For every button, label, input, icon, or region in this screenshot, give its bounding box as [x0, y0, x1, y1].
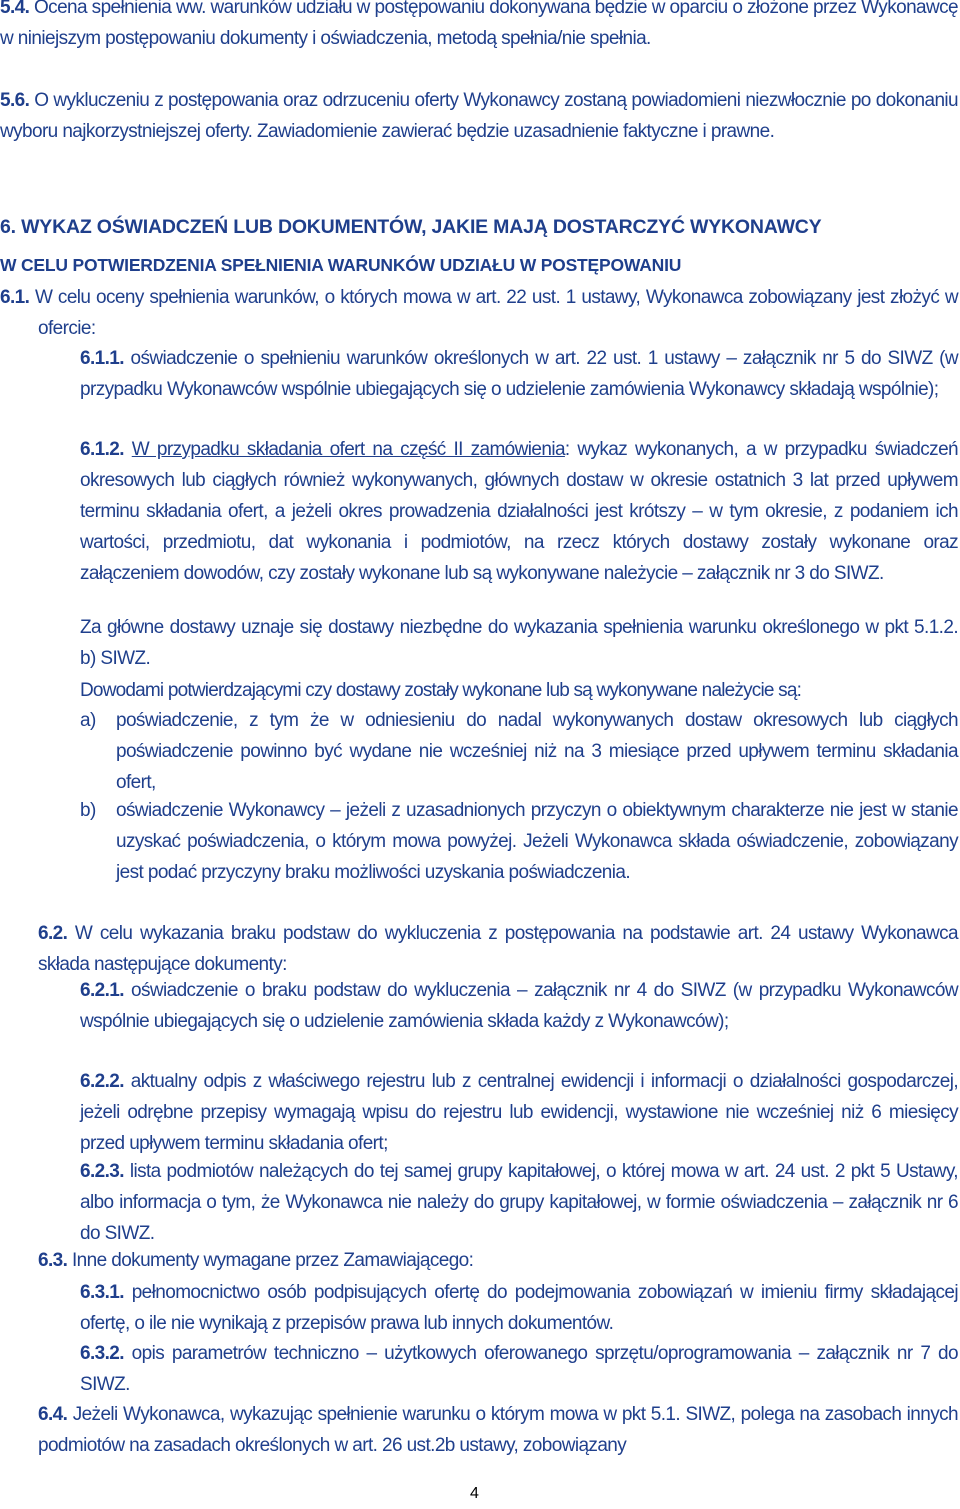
- main-deliveries-paragraph: Za główne dostawy uznaje się dostawy niezbędne do wykazania spełnienia warunku określonego w pkt 5.1.2. b) SIWZ.: [80, 617, 958, 669]
- section-6-1-2: [80, 434, 958, 589]
- section-text: W celu oceny spełnienia warunków, o których mowa w art. 22 ust. 1 ustawy, Wykonawca zobowiązany jest złożyć w ofercie:: [34, 287, 958, 339]
- section-number: 6.3.1.: [80, 1282, 124, 1303]
- section-6-heading-line2: W CELU POTWIERDZENIA SPEŁNIENIA WARUNKÓW UDZIAŁU W POSTĘPOWANIU: [0, 255, 682, 275]
- section-number: 5.6.: [0, 90, 30, 111]
- section-number: 6.2.1.: [80, 980, 124, 1001]
- section-number: 6.1.1.: [80, 348, 124, 369]
- section-number: 5.4.: [0, 0, 30, 18]
- section-text: W celu wykazania braku podstaw do wykluczenia z postępowania na podstawie art. 24 ustawy Wykonawca składa następujące dokumenty:: [38, 923, 958, 975]
- list-marker: b): [80, 800, 96, 821]
- section-text: Ocena spełnienia ww. warunków udziału w postępowaniu dokonywana będzie w oparciu o złożone przez Wykonawcę w niniejszym postępowaniu dokumenty i oświadczenia, metodą spełnia/nie spełnia.: [0, 0, 958, 49]
- section-6-2-2: [80, 1066, 958, 1159]
- section-6-2-3: [80, 1156, 958, 1249]
- section-underlined-text: W przypadku składania ofert na część II zamówienia: [131, 439, 565, 460]
- section-text-tail: Zawiadomienie zawierać będzie uzasadnienie faktyczne i prawne.: [252, 121, 775, 142]
- section-5-4: [0, 0, 958, 54]
- section-text: oświadczenie o braku podstaw do wykluczenia – załącznik nr 4 do SIWZ (w przypadku Wykonawców wspólnie ubiegających się o udzielenie zamówienia składa każdy z Wykonawców);: [80, 980, 958, 1032]
- section-text: opis parametrów techniczno – użytkowych oferowanego sprzętu/oprogramowania – załącznik nr 7 do SIWZ.: [80, 1343, 958, 1395]
- section-text: lista podmiotów należących do tej samej grupy kapitałowej, o której mowa w art. 24 ust. 2 pkt 5 Ustawy, albo informacja o tym, że Wykonawca nie należy do grupy kapitałowej, w formie oświadczenia – załącznik nr 6 do SIWZ.: [80, 1161, 958, 1244]
- section-6-2: [38, 918, 958, 980]
- section-6-3-2: [80, 1338, 958, 1400]
- list-item-text: poświadczenie, z tym że w odniesieniu do nadal wykonywanych dostaw okresowych lub ciągłych poświadczenie powinno być wydane nie wcześniej niż na 3 miesiące przed upływem terminu składania ofert,: [116, 710, 958, 793]
- section-6-1: [0, 282, 958, 344]
- section-text: Jeżeli Wykonawca, wykazując spełnienie warunku o którym mowa w pkt 5.1. SIWZ, polega na zasobach innych podmiotów na zasadach określonych w art. 26 ust.2b ustawy, zobowiązany: [38, 1404, 958, 1456]
- section-number: 6.4.: [38, 1404, 68, 1425]
- section-number: 6.1.: [0, 287, 30, 308]
- section-number: 6.1.2.: [80, 439, 124, 460]
- section-text: O wykluczeniu z postępowania oraz odrzuceniu oferty Wykonawcy zostaną powiadomieni niezwłocznie po dokonaniu wyboru najkorzystniejszej oferty.: [0, 90, 958, 142]
- section-number: 6.3.: [38, 1250, 68, 1271]
- section-6-4: [38, 1399, 958, 1461]
- section-6-heading-line1: 6. WYKAZ OŚWIADCZEŃ LUB DOKUMENTÓW, JAKIE MAJĄ DOSTARCZYĆ WYKONAWCY: [0, 216, 822, 238]
- section-number: 6.2.2.: [80, 1071, 124, 1092]
- section-number: 6.2.: [38, 923, 68, 944]
- section-6-2-1: [80, 975, 958, 1037]
- section-text: : wykaz wykonanych, a w przypadku świadczeń okresowych lub ciągłych również wykonywanych, głównych dostaw w okresie ostatnich 3 lat przed upływem terminu składania ofert, a jeżeli okres prowadzenia działalności jest krótszy – w tym okresie, z podaniem ich wartości, przedmiotu, dat wykonania i podmiotów, na rzecz których dostawy zostały wykonane oraz załączeniem dowodów, czy zostały wykonane lub są wykonywane należycie – załącznik nr 3 do SIWZ.: [80, 439, 958, 584]
- section-text: Inne dokumenty wymagane przez Zamawiającego:: [71, 1250, 474, 1271]
- section-6-3-1: [80, 1277, 958, 1339]
- section-5-6: [0, 85, 958, 147]
- section-number: 6.3.2.: [80, 1343, 124, 1364]
- list-item-text: oświadczenie Wykonawcy – jeżeli z uzasadnionych przyczyn o obiektywnym charakterze nie jest w stanie uzyskać poświadczenia, o którym mowa powyżej. Jeżeli Wykonawca składa oświadczenie, zobowiązany jest podać przyczyny braku możliwości uzyskania poświadczenia.: [116, 800, 958, 883]
- section-text: pełnomocnictwo osób podpisujących ofertę do podejmowania zobowiązań w imieniu firmy składającej ofertę, o ile nie wynikają z przepisów prawa lub innych dokumentów.: [80, 1282, 958, 1334]
- section-number: 6.2.3.: [80, 1161, 124, 1182]
- list-marker: a): [80, 710, 96, 731]
- section-6-1-1: [80, 343, 958, 405]
- section-text: aktualny odpis z właściwego rejestru lub z centralnej ewidencji i informacji o działalności gospodarczej, jeżeli odrębne przepisy wymagają wpisu do rejestru lub ewidencji, wystawione nie wcześniej niż 6 miesięcy przed upływem terminu składania ofert;: [80, 1071, 958, 1154]
- evidence-intro-paragraph: Dowodami potwierdzającymi czy dostawy zostały wykonane lub są wykonywane należycie są:: [80, 680, 802, 701]
- section-6-3: [38, 1245, 958, 1276]
- section-text: oświadczenie o spełnieniu warunków określonych w art. 22 ust. 1 ustawy – załącznik nr 5 do SIWZ (w przypadku Wykonawców wspólnie ubiegających się o udzielenie zamówienia Wykonawcy składają wspólnie);: [80, 348, 958, 400]
- page-number: 4: [470, 1485, 479, 1502]
